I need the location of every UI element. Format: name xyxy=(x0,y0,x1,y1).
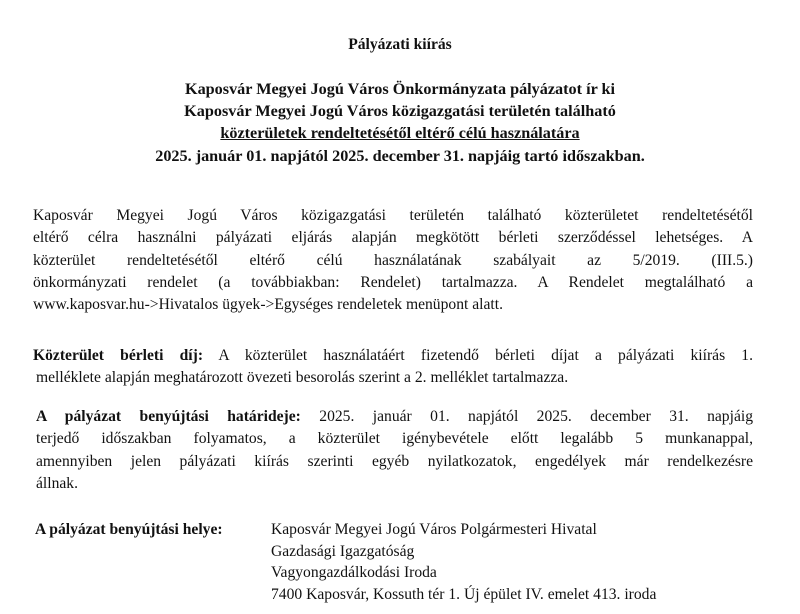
intro-line: önkormányzati rendelet (a továbbiakban: Rendelet) tartalmazza. A Rendelet megtalálható a xyxy=(33,273,753,291)
place-line: Kaposvár Megyei Jogú Város Polgármesteri Hivatal xyxy=(271,521,597,538)
deadline-paragraph xyxy=(33,406,753,495)
deadline-text: 2025. január 01. napjától 2025. december 31. napjáig xyxy=(300,408,753,425)
fee-paragraph xyxy=(33,345,753,390)
heading-line-3-underlined: közterületek rendeltetésétől eltérő célú használatára xyxy=(220,124,580,142)
fee-text: A közterület használatáért fizetendő bérleti díjat a pályázati kiírás 1. xyxy=(203,347,754,364)
deadline-label: A pályázat benyújtási határideje: xyxy=(36,408,301,425)
deadline-line-1 xyxy=(33,406,753,428)
place-address xyxy=(271,519,656,605)
intro-line: www.kaposvar.hu->Hivatalos ügyek->Egységes rendeletek menüpont alatt. xyxy=(33,296,503,314)
document-title: Pályázati kiírás xyxy=(348,36,452,53)
intro-paragraph xyxy=(33,205,753,316)
fee-line-1 xyxy=(33,345,753,367)
fee-line-2: melléklete alapján meghatározott övezeti besorolás szerint a 2. melléklet tartalmazza. xyxy=(36,369,569,387)
heading-line-1: Kaposvár Megyei Jogú Város Önkormányzata pályázatot ír ki xyxy=(184,80,616,98)
heading-line-4: 2025. január 01. napjától 2025. december 31. napjáig tartó időszakban. xyxy=(155,147,645,165)
intro-line: eltérő célra használni pályázati eljárás alapján megkötött bérleti szerződéssel lehetséges. A xyxy=(33,229,753,247)
deadline-line: állnak. xyxy=(36,474,78,492)
intro-line: közterület rendeltetésétől eltérő célú használatának szabályait az 5/2019. (III.5.) xyxy=(33,251,753,269)
fee-label: Közterület bérleti díj: xyxy=(33,347,204,364)
deadline-line: terjedő időszakban folyamatos, a közterület igénybevétele előtt legalább 5 munkanappal, xyxy=(36,430,753,448)
place-line: Gazdasági Igazgatóság xyxy=(271,542,415,560)
intro-line: Kaposvár Megyei Jogú Város közigazgatási területén található közterületet rendeltetésétől xyxy=(33,207,753,224)
heading-line-2: Kaposvár Megyei Jogú Város közigazgatási területén található xyxy=(184,102,616,120)
place-label: A pályázat benyújtási helye: xyxy=(35,521,223,538)
place-line: 7400 Kaposvár, Kossuth tér 1. Új épület IV. emelet 413. iroda xyxy=(271,585,657,603)
place-line: Vagyongazdálkodási Iroda xyxy=(271,564,437,582)
deadline-line: amennyiben jelen pályázati kiírás szerinti egyéb nyilatkozatok, engedélyek már rendelkezésre xyxy=(36,452,753,470)
